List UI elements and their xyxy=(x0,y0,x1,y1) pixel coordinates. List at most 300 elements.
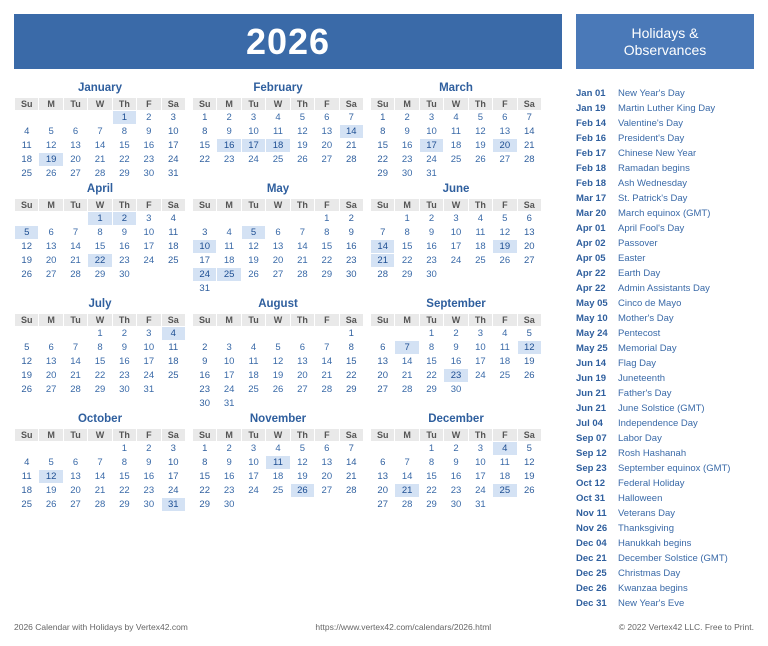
day-cell[interactable]: 30 xyxy=(395,167,419,181)
day-cell[interactable]: 5 xyxy=(517,442,541,456)
day-cell[interactable]: 8 xyxy=(339,341,363,355)
day-cell[interactable]: 26 xyxy=(517,369,541,383)
day-cell[interactable]: 28 xyxy=(371,268,395,282)
day-cell[interactable]: 18 xyxy=(15,153,39,167)
day-cell[interactable]: 22 xyxy=(371,153,395,167)
day-cell[interactable]: 19 xyxy=(493,240,517,254)
day-cell[interactable]: 29 xyxy=(193,498,217,512)
day-cell[interactable]: 15 xyxy=(395,240,419,254)
day-cell[interactable]: 25 xyxy=(266,484,290,498)
day-cell[interactable]: 2 xyxy=(137,111,161,125)
day-cell[interactable]: 6 xyxy=(493,111,517,125)
day-cell[interactable]: 3 xyxy=(137,327,161,341)
day-cell[interactable]: 6 xyxy=(266,226,290,240)
day-cell[interactable]: 2 xyxy=(395,111,419,125)
day-cell[interactable]: 22 xyxy=(419,369,443,383)
day-cell[interactable]: 12 xyxy=(290,125,314,139)
day-cell[interactable]: 5 xyxy=(517,327,541,341)
day-cell[interactable]: 18 xyxy=(493,470,517,484)
day-cell[interactable]: 4 xyxy=(15,125,39,139)
day-cell[interactable]: 23 xyxy=(217,153,241,167)
day-cell[interactable]: 16 xyxy=(444,470,468,484)
day-cell[interactable]: 23 xyxy=(137,484,161,498)
day-cell[interactable]: 9 xyxy=(112,226,136,240)
day-cell[interactable]: 7 xyxy=(339,111,363,125)
day-cell[interactable]: 11 xyxy=(15,470,39,484)
day-cell[interactable]: 6 xyxy=(39,341,63,355)
day-cell[interactable]: 25 xyxy=(217,268,241,282)
day-cell[interactable]: 28 xyxy=(315,383,339,397)
day-cell[interactable]: 8 xyxy=(88,226,112,240)
day-cell[interactable]: 27 xyxy=(39,383,63,397)
footer-url[interactable]: https://www.vertex42.com/calendars/2026.html xyxy=(315,622,492,632)
day-cell[interactable]: 17 xyxy=(419,139,443,153)
day-cell[interactable]: 3 xyxy=(468,442,492,456)
day-cell[interactable]: 22 xyxy=(88,254,112,268)
day-cell[interactable]: 12 xyxy=(15,240,39,254)
day-cell[interactable]: 25 xyxy=(468,254,492,268)
day-cell[interactable]: 8 xyxy=(419,341,443,355)
day-cell[interactable]: 29 xyxy=(112,498,136,512)
day-cell[interactable]: 16 xyxy=(419,240,443,254)
day-cell[interactable]: 4 xyxy=(15,456,39,470)
day-cell[interactable]: 25 xyxy=(161,369,185,383)
day-cell[interactable]: 26 xyxy=(493,254,517,268)
day-cell[interactable]: 17 xyxy=(137,355,161,369)
day-cell[interactable]: 4 xyxy=(468,212,492,226)
day-cell[interactable]: 18 xyxy=(241,369,265,383)
day-cell[interactable]: 13 xyxy=(266,240,290,254)
day-cell[interactable]: 14 xyxy=(63,240,87,254)
day-cell[interactable]: 24 xyxy=(217,383,241,397)
day-cell[interactable]: 19 xyxy=(517,470,541,484)
day-cell[interactable]: 20 xyxy=(290,369,314,383)
day-cell[interactable]: 16 xyxy=(217,470,241,484)
day-cell[interactable]: 13 xyxy=(315,456,339,470)
day-cell[interactable]: 11 xyxy=(444,125,468,139)
day-cell[interactable]: 26 xyxy=(266,383,290,397)
day-cell[interactable]: 7 xyxy=(290,226,314,240)
day-cell[interactable]: 11 xyxy=(493,456,517,470)
day-cell[interactable]: 1 xyxy=(88,212,112,226)
day-cell[interactable]: 15 xyxy=(112,470,136,484)
day-cell[interactable]: 9 xyxy=(339,226,363,240)
day-cell[interactable]: 14 xyxy=(339,456,363,470)
day-cell[interactable]: 21 xyxy=(290,254,314,268)
day-cell[interactable]: 12 xyxy=(15,355,39,369)
day-cell[interactable]: 7 xyxy=(339,442,363,456)
day-cell[interactable]: 31 xyxy=(419,167,443,181)
day-cell[interactable]: 9 xyxy=(137,125,161,139)
day-cell[interactable]: 19 xyxy=(290,470,314,484)
day-cell[interactable]: 20 xyxy=(493,139,517,153)
day-cell[interactable]: 5 xyxy=(15,341,39,355)
day-cell[interactable]: 7 xyxy=(371,226,395,240)
day-cell[interactable]: 1 xyxy=(112,442,136,456)
day-cell[interactable]: 4 xyxy=(493,442,517,456)
day-cell[interactable]: 27 xyxy=(315,153,339,167)
day-cell[interactable]: 3 xyxy=(241,442,265,456)
day-cell[interactable]: 3 xyxy=(137,212,161,226)
day-cell[interactable]: 19 xyxy=(517,355,541,369)
day-cell[interactable]: 15 xyxy=(193,470,217,484)
day-cell[interactable]: 10 xyxy=(137,341,161,355)
day-cell[interactable]: 3 xyxy=(419,111,443,125)
day-cell[interactable]: 8 xyxy=(193,125,217,139)
day-cell[interactable]: 8 xyxy=(193,456,217,470)
day-cell[interactable]: 2 xyxy=(193,341,217,355)
day-cell[interactable]: 14 xyxy=(63,355,87,369)
day-cell[interactable]: 9 xyxy=(137,456,161,470)
day-cell[interactable]: 19 xyxy=(468,139,492,153)
day-cell[interactable]: 1 xyxy=(395,212,419,226)
day-cell[interactable]: 17 xyxy=(161,470,185,484)
day-cell[interactable]: 15 xyxy=(419,355,443,369)
day-cell[interactable]: 10 xyxy=(419,125,443,139)
day-cell[interactable]: 27 xyxy=(266,268,290,282)
day-cell[interactable]: 6 xyxy=(371,456,395,470)
day-cell[interactable]: 30 xyxy=(112,383,136,397)
day-cell[interactable]: 21 xyxy=(339,470,363,484)
day-cell[interactable]: 21 xyxy=(88,484,112,498)
day-cell[interactable]: 28 xyxy=(63,268,87,282)
day-cell[interactable]: 1 xyxy=(88,327,112,341)
day-cell[interactable]: 11 xyxy=(15,139,39,153)
day-cell[interactable]: 20 xyxy=(266,254,290,268)
day-cell[interactable]: 13 xyxy=(371,355,395,369)
day-cell[interactable]: 9 xyxy=(112,341,136,355)
day-cell[interactable]: 10 xyxy=(193,240,217,254)
day-cell[interactable]: 5 xyxy=(39,456,63,470)
day-cell[interactable]: 5 xyxy=(290,442,314,456)
day-cell[interactable]: 26 xyxy=(39,498,63,512)
day-cell[interactable]: 15 xyxy=(371,139,395,153)
day-cell[interactable]: 31 xyxy=(161,167,185,181)
day-cell[interactable]: 29 xyxy=(395,268,419,282)
day-cell[interactable]: 31 xyxy=(193,282,217,296)
day-cell[interactable]: 14 xyxy=(395,470,419,484)
day-cell[interactable]: 2 xyxy=(444,327,468,341)
day-cell[interactable]: 19 xyxy=(15,369,39,383)
day-cell[interactable]: 13 xyxy=(315,125,339,139)
day-cell[interactable]: 27 xyxy=(63,167,87,181)
day-cell[interactable]: 15 xyxy=(88,240,112,254)
day-cell[interactable]: 30 xyxy=(419,268,443,282)
day-cell[interactable]: 5 xyxy=(39,125,63,139)
day-cell[interactable]: 15 xyxy=(88,355,112,369)
day-cell[interactable]: 20 xyxy=(39,369,63,383)
day-cell[interactable]: 28 xyxy=(395,383,419,397)
day-cell[interactable]: 11 xyxy=(241,355,265,369)
day-cell[interactable]: 29 xyxy=(88,383,112,397)
day-cell[interactable]: 24 xyxy=(137,254,161,268)
day-cell[interactable]: 15 xyxy=(339,355,363,369)
day-cell[interactable]: 9 xyxy=(444,456,468,470)
day-cell[interactable]: 28 xyxy=(339,153,363,167)
day-cell[interactable]: 18 xyxy=(161,240,185,254)
day-cell[interactable]: 24 xyxy=(468,369,492,383)
day-cell[interactable]: 1 xyxy=(112,111,136,125)
day-cell[interactable]: 1 xyxy=(339,327,363,341)
day-cell[interactable]: 20 xyxy=(517,240,541,254)
day-cell[interactable]: 2 xyxy=(217,111,241,125)
day-cell[interactable]: 12 xyxy=(517,341,541,355)
day-cell[interactable]: 30 xyxy=(193,397,217,411)
day-cell[interactable]: 11 xyxy=(266,456,290,470)
day-cell[interactable]: 10 xyxy=(161,456,185,470)
day-cell[interactable]: 5 xyxy=(493,212,517,226)
day-cell[interactable]: 7 xyxy=(63,226,87,240)
day-cell[interactable]: 30 xyxy=(137,498,161,512)
day-cell[interactable]: 13 xyxy=(63,470,87,484)
day-cell[interactable]: 12 xyxy=(493,226,517,240)
day-cell[interactable]: 13 xyxy=(63,139,87,153)
day-cell[interactable]: 30 xyxy=(444,498,468,512)
day-cell[interactable]: 1 xyxy=(193,111,217,125)
day-cell[interactable]: 24 xyxy=(137,369,161,383)
day-cell[interactable]: 16 xyxy=(137,139,161,153)
day-cell[interactable]: 6 xyxy=(39,226,63,240)
day-cell[interactable]: 18 xyxy=(217,254,241,268)
day-cell[interactable]: 29 xyxy=(419,498,443,512)
day-cell[interactable]: 25 xyxy=(15,167,39,181)
day-cell[interactable]: 21 xyxy=(517,139,541,153)
day-cell[interactable]: 23 xyxy=(339,254,363,268)
day-cell[interactable]: 19 xyxy=(290,139,314,153)
day-cell[interactable]: 29 xyxy=(88,268,112,282)
day-cell[interactable]: 25 xyxy=(161,254,185,268)
day-cell[interactable]: 12 xyxy=(290,456,314,470)
day-cell[interactable]: 11 xyxy=(161,341,185,355)
day-cell[interactable]: 15 xyxy=(193,139,217,153)
day-cell[interactable]: 28 xyxy=(339,484,363,498)
day-cell[interactable]: 28 xyxy=(517,153,541,167)
day-cell[interactable]: 5 xyxy=(468,111,492,125)
day-cell[interactable]: 16 xyxy=(137,470,161,484)
day-cell[interactable]: 25 xyxy=(241,383,265,397)
day-cell[interactable]: 3 xyxy=(217,341,241,355)
day-cell[interactable]: 2 xyxy=(217,442,241,456)
day-cell[interactable]: 20 xyxy=(39,254,63,268)
day-cell[interactable]: 28 xyxy=(395,498,419,512)
day-cell[interactable]: 3 xyxy=(161,111,185,125)
day-cell[interactable]: 27 xyxy=(39,268,63,282)
day-cell[interactable]: 22 xyxy=(88,369,112,383)
day-cell[interactable]: 10 xyxy=(137,226,161,240)
day-cell[interactable]: 20 xyxy=(315,139,339,153)
day-cell[interactable]: 10 xyxy=(217,355,241,369)
day-cell[interactable]: 20 xyxy=(315,470,339,484)
day-cell[interactable]: 15 xyxy=(112,139,136,153)
day-cell[interactable]: 17 xyxy=(468,355,492,369)
day-cell[interactable]: 7 xyxy=(88,125,112,139)
day-cell[interactable]: 23 xyxy=(395,153,419,167)
day-cell[interactable]: 8 xyxy=(371,125,395,139)
day-cell[interactable]: 2 xyxy=(112,212,136,226)
day-cell[interactable]: 27 xyxy=(493,153,517,167)
day-cell[interactable]: 11 xyxy=(266,125,290,139)
day-cell[interactable]: 23 xyxy=(112,254,136,268)
day-cell[interactable]: 1 xyxy=(419,442,443,456)
day-cell[interactable]: 5 xyxy=(241,226,265,240)
day-cell[interactable]: 26 xyxy=(15,268,39,282)
day-cell[interactable]: 29 xyxy=(419,383,443,397)
day-cell[interactable]: 13 xyxy=(517,226,541,240)
day-cell[interactable]: 8 xyxy=(395,226,419,240)
day-cell[interactable]: 28 xyxy=(290,268,314,282)
day-cell[interactable]: 8 xyxy=(88,341,112,355)
day-cell[interactable]: 5 xyxy=(290,111,314,125)
day-cell[interactable]: 23 xyxy=(419,254,443,268)
day-cell[interactable]: 1 xyxy=(419,327,443,341)
day-cell[interactable]: 23 xyxy=(444,369,468,383)
day-cell[interactable]: 6 xyxy=(63,456,87,470)
day-cell[interactable]: 11 xyxy=(161,226,185,240)
day-cell[interactable]: 23 xyxy=(112,369,136,383)
day-cell[interactable]: 30 xyxy=(444,383,468,397)
day-cell[interactable]: 26 xyxy=(39,167,63,181)
day-cell[interactable]: 21 xyxy=(88,153,112,167)
day-cell[interactable]: 27 xyxy=(517,254,541,268)
day-cell[interactable]: 3 xyxy=(161,442,185,456)
day-cell[interactable]: 23 xyxy=(137,153,161,167)
day-cell[interactable]: 14 xyxy=(315,355,339,369)
day-cell[interactable]: 24 xyxy=(193,268,217,282)
day-cell[interactable]: 6 xyxy=(63,125,87,139)
day-cell[interactable]: 25 xyxy=(15,498,39,512)
day-cell[interactable]: 2 xyxy=(137,442,161,456)
day-cell[interactable]: 28 xyxy=(88,167,112,181)
day-cell[interactable]: 12 xyxy=(39,139,63,153)
day-cell[interactable]: 30 xyxy=(217,498,241,512)
day-cell[interactable]: 21 xyxy=(63,254,87,268)
day-cell[interactable]: 12 xyxy=(39,470,63,484)
day-cell[interactable]: 31 xyxy=(161,498,185,512)
day-cell[interactable]: 26 xyxy=(290,484,314,498)
day-cell[interactable]: 16 xyxy=(112,240,136,254)
day-cell[interactable]: 7 xyxy=(395,341,419,355)
day-cell[interactable]: 4 xyxy=(161,327,185,341)
day-cell[interactable]: 19 xyxy=(39,484,63,498)
day-cell[interactable]: 8 xyxy=(112,456,136,470)
day-cell[interactable]: 21 xyxy=(371,254,395,268)
day-cell[interactable]: 3 xyxy=(468,327,492,341)
day-cell[interactable]: 18 xyxy=(266,470,290,484)
day-cell[interactable]: 28 xyxy=(88,498,112,512)
day-cell[interactable]: 21 xyxy=(395,369,419,383)
day-cell[interactable]: 14 xyxy=(290,240,314,254)
day-cell[interactable]: 14 xyxy=(339,125,363,139)
day-cell[interactable]: 19 xyxy=(15,254,39,268)
day-cell[interactable]: 19 xyxy=(241,254,265,268)
day-cell[interactable]: 14 xyxy=(395,355,419,369)
day-cell[interactable]: 29 xyxy=(315,268,339,282)
day-cell[interactable]: 3 xyxy=(444,212,468,226)
day-cell[interactable]: 8 xyxy=(315,226,339,240)
day-cell[interactable]: 4 xyxy=(161,212,185,226)
day-cell[interactable]: 26 xyxy=(241,268,265,282)
day-cell[interactable]: 14 xyxy=(517,125,541,139)
day-cell[interactable]: 16 xyxy=(339,240,363,254)
day-cell[interactable]: 25 xyxy=(493,369,517,383)
day-cell[interactable]: 14 xyxy=(88,470,112,484)
day-cell[interactable]: 14 xyxy=(371,240,395,254)
day-cell[interactable]: 10 xyxy=(468,341,492,355)
day-cell[interactable]: 6 xyxy=(315,111,339,125)
day-cell[interactable]: 13 xyxy=(371,470,395,484)
day-cell[interactable]: 27 xyxy=(63,498,87,512)
day-cell[interactable]: 9 xyxy=(444,341,468,355)
day-cell[interactable]: 21 xyxy=(63,369,87,383)
day-cell[interactable]: 2 xyxy=(339,212,363,226)
day-cell[interactable]: 4 xyxy=(444,111,468,125)
day-cell[interactable]: 6 xyxy=(290,341,314,355)
day-cell[interactable]: 9 xyxy=(217,456,241,470)
day-cell[interactable]: 13 xyxy=(39,240,63,254)
day-cell[interactable]: 29 xyxy=(112,167,136,181)
day-cell[interactable]: 9 xyxy=(193,355,217,369)
day-cell[interactable]: 17 xyxy=(241,470,265,484)
day-cell[interactable]: 13 xyxy=(39,355,63,369)
day-cell[interactable]: 13 xyxy=(493,125,517,139)
day-cell[interactable]: 22 xyxy=(419,484,443,498)
day-cell[interactable]: 4 xyxy=(266,442,290,456)
day-cell[interactable]: 30 xyxy=(112,268,136,282)
day-cell[interactable]: 12 xyxy=(517,456,541,470)
day-cell[interactable]: 20 xyxy=(63,153,87,167)
day-cell[interactable]: 4 xyxy=(266,111,290,125)
day-cell[interactable]: 6 xyxy=(315,442,339,456)
day-cell[interactable]: 22 xyxy=(395,254,419,268)
day-cell[interactable]: 12 xyxy=(468,125,492,139)
day-cell[interactable]: 16 xyxy=(395,139,419,153)
day-cell[interactable]: 2 xyxy=(444,442,468,456)
day-cell[interactable]: 18 xyxy=(161,355,185,369)
day-cell[interactable]: 25 xyxy=(444,153,468,167)
day-cell[interactable]: 22 xyxy=(315,254,339,268)
day-cell[interactable]: 17 xyxy=(137,240,161,254)
day-cell[interactable]: 21 xyxy=(315,369,339,383)
day-cell[interactable]: 12 xyxy=(241,240,265,254)
day-cell[interactable]: 9 xyxy=(217,125,241,139)
day-cell[interactable]: 19 xyxy=(266,369,290,383)
day-cell[interactable]: 16 xyxy=(112,355,136,369)
day-cell[interactable]: 24 xyxy=(444,254,468,268)
day-cell[interactable]: 16 xyxy=(217,139,241,153)
day-cell[interactable]: 22 xyxy=(339,369,363,383)
day-cell[interactable]: 16 xyxy=(193,369,217,383)
day-cell[interactable]: 4 xyxy=(241,341,265,355)
day-cell[interactable]: 20 xyxy=(63,484,87,498)
day-cell[interactable]: 1 xyxy=(193,442,217,456)
day-cell[interactable]: 1 xyxy=(371,111,395,125)
day-cell[interactable]: 18 xyxy=(444,139,468,153)
day-cell[interactable]: 26 xyxy=(517,484,541,498)
day-cell[interactable]: 17 xyxy=(444,240,468,254)
day-cell[interactable]: 26 xyxy=(468,153,492,167)
day-cell[interactable]: 27 xyxy=(290,383,314,397)
day-cell[interactable]: 20 xyxy=(371,484,395,498)
day-cell[interactable]: 18 xyxy=(266,139,290,153)
day-cell[interactable]: 22 xyxy=(112,484,136,498)
day-cell[interactable]: 27 xyxy=(371,383,395,397)
day-cell[interactable]: 23 xyxy=(217,484,241,498)
day-cell[interactable]: 31 xyxy=(217,397,241,411)
day-cell[interactable]: 5 xyxy=(266,341,290,355)
day-cell[interactable]: 10 xyxy=(161,125,185,139)
day-cell[interactable]: 29 xyxy=(371,167,395,181)
day-cell[interactable]: 27 xyxy=(371,498,395,512)
